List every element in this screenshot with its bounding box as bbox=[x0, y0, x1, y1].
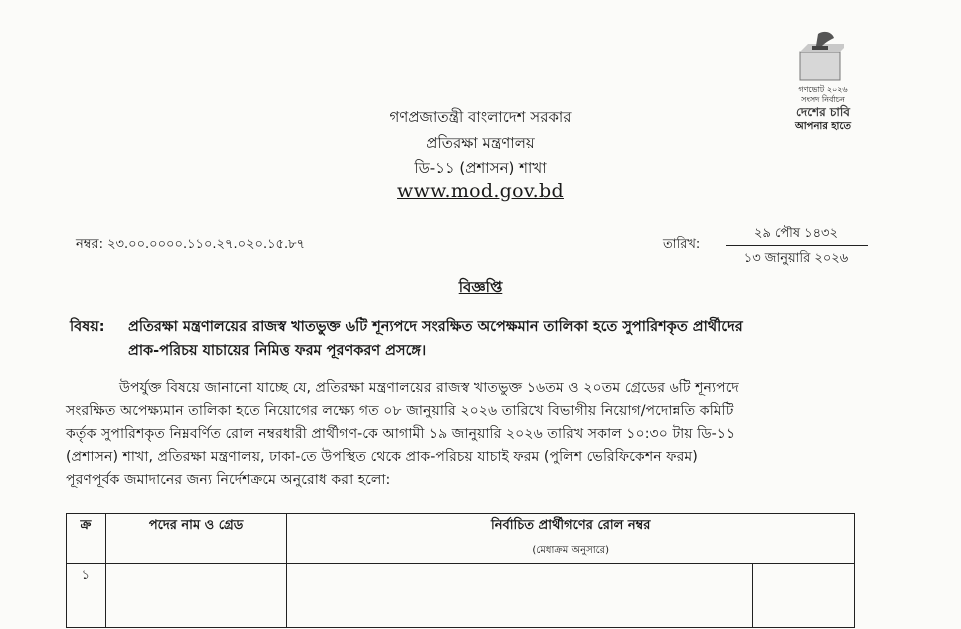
subject-line1: প্রতিরক্ষা মন্ত্রণালয়ের রাজস্ব খাতভুক্ত ৬টি শূন্যপদে সংরক্ষিত অপেক্ষমান তালিকা হতে সুপারিশকৃত প্রার্থীদের bbox=[128, 319, 743, 335]
notice-title: বিজ্ঞপ্তি bbox=[458, 278, 503, 296]
table-row bbox=[67, 564, 855, 628]
date-english: ১৩ জানুয়ারি ২০২৬ bbox=[743, 251, 849, 266]
logo-line1: গণভোট ২০২৬ bbox=[798, 85, 848, 94]
date-label: তারিখ: bbox=[663, 237, 701, 252]
website-link[interactable]: www.mod.gov.bd bbox=[397, 180, 564, 202]
body-line5: পূরণপূর্বক জমাদানের জন্য নির্দেশক্রমে অনুরোধ করা হলো: bbox=[66, 472, 391, 488]
body-line4: (প্রশাসন) শাখা, প্রতিরক্ষা মন্ত্রণালয়, ঢাকা-তে উপস্থিত থেকে প্রাক-পরিচয় যাচাই ফরম (পুলিশ ভেরিফিকেশন ফরম) bbox=[66, 449, 698, 465]
body-line3: কর্তৃক সুপারিশকৃত নিম্নবর্ণিত রোল নম্বরধারী প্রার্থীগণ-কে আগামী ১৯ জানুয়ারি ২০২৬ তারিখ সকাল ১০:৩০ টায় ডি-১১ bbox=[66, 426, 736, 442]
header-serial: ক্র bbox=[67, 514, 106, 564]
row1-post bbox=[105, 564, 287, 628]
date-bangla: ২৯ পৌষ ১৪৩২ bbox=[754, 226, 838, 241]
header-roll-numbers bbox=[287, 514, 855, 564]
govt-name: গণপ্রজাতন্ত্রী বাংলাদেশ সরকার bbox=[389, 108, 572, 126]
body-line2: সংরক্ষিত অপেক্ষ্যমান তালিকা হতে নিয়োগের লক্ষ্যে গত ০৮ জানুয়ারি ২০২৬ তারিখে বিভাগীয় নিয়োগ/পদোন্নতি কমিটি bbox=[66, 403, 734, 419]
roll-numbers-subtitle: (মেধাক্রম অনুসারে) bbox=[532, 545, 610, 556]
logo-line3: দেশের চাবি bbox=[796, 105, 850, 119]
body-line1: উপর্যুক্ত বিষয়ে জানানো যাচ্ছে যে, প্রতিরক্ষা মন্ত্রণালয়ের রাজস্ব খাতভুক্ত ১৬তম ও ২০তম গ্রেডের ৬টি শূন্যপদে bbox=[119, 380, 739, 396]
branch-name: ডি-১১ (প্রশাসন) শাখা bbox=[414, 159, 547, 177]
logo-line4: আপনার হাতে bbox=[795, 121, 851, 132]
row1-extra bbox=[752, 564, 854, 628]
subject-line2: প্রাক-পরিচয় যাচায়ের নিমিত্ত ফরম পূরণকরণ প্রসঙ্গে। bbox=[128, 343, 427, 359]
row1-serial: ১ bbox=[67, 564, 106, 628]
row1-rolls bbox=[287, 564, 752, 628]
date-divider bbox=[726, 245, 868, 246]
memo-number: নম্বর: ২৩.০০.০০০০.১১০.২৭.০২০.১৫.৮৭ bbox=[76, 237, 305, 252]
table-header-row bbox=[67, 514, 855, 564]
ministry-name: প্রতিরক্ষা মন্ত্রণালয় bbox=[426, 134, 535, 152]
logo-line2: সংসদ নির্বাচন bbox=[801, 95, 845, 104]
roll-numbers-title: নির্বাচিত প্রার্থীগণের রোল নম্বর bbox=[491, 518, 651, 533]
header-post-grade: পদের নাম ও গ্রেড bbox=[105, 514, 287, 564]
subject-label: বিষয়: bbox=[70, 319, 105, 335]
ballot-box-icon bbox=[796, 30, 844, 82]
roll-number-table bbox=[66, 513, 855, 628]
